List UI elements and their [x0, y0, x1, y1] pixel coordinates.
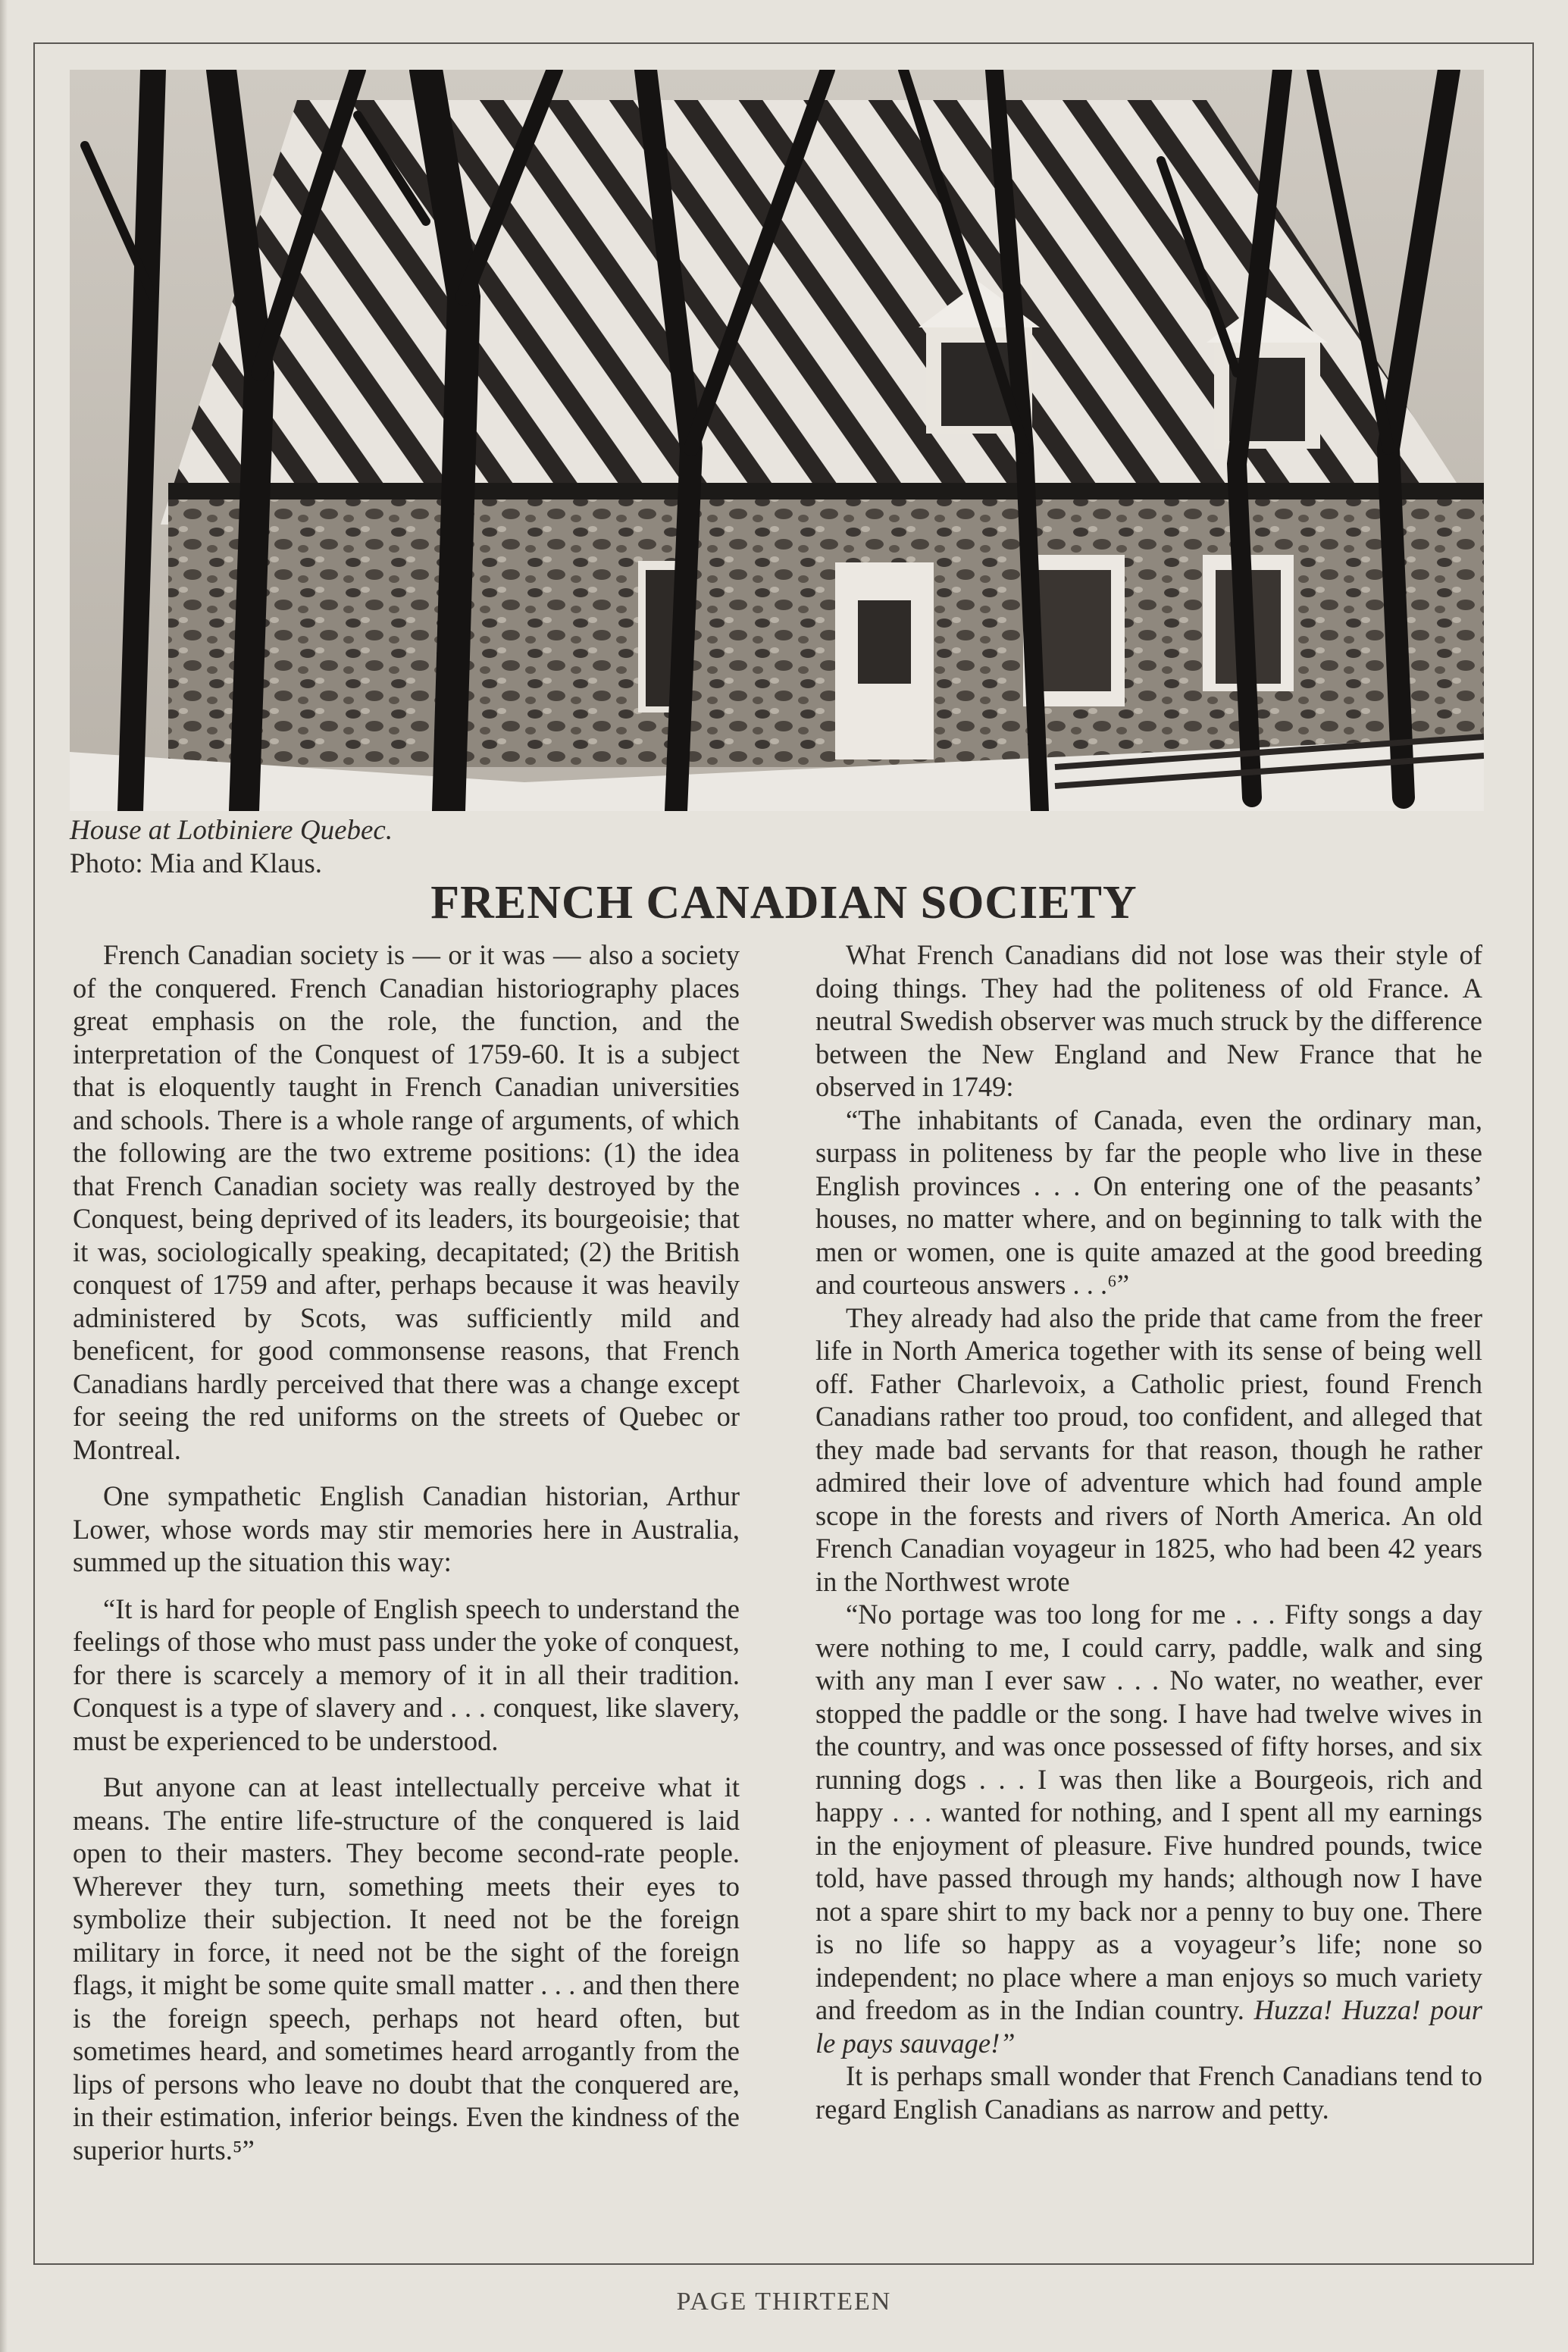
- photo-caption: [70, 814, 393, 881]
- quote-text: “No portage was too long for me . . . Fifty songs a day were nothing to me, I could carry, paddle, walk and sing with any man I ever saw . . . No water, no weather, ever stopped the paddle or the song. I have had twelve wives in the country, and was once possessed of fifty horses, and six running dogs . . . I was then like a Bourgeois, rich and happy . . . wanted for nothing, and I spent all my earnings in the enjoyment of pleasure. Five hundred pounds, twice told, have passed through my hands; although now I have not a spare shirt to my back nor a penny to buy one. There is no life so happy as a voyageur’s life; none so independent; no place where a man enjoys so much variety and freedom as in the Indian country.: [815, 1599, 1482, 2025]
- quote-paragraph: “It is hard for people of English speech to understand the feelings of those who must pass under the yoke of conquest, for there is scarcely a memory of it in all their tradition. Conquest is a type of slavery and . . . conquest, like slavery, must be experienced to be understood.: [73, 1593, 740, 1756]
- house-photo-image: [70, 70, 1484, 811]
- left-column: [73, 938, 740, 2166]
- quote-paragraph: [815, 1598, 1482, 2059]
- right-column: [815, 938, 1482, 2125]
- page-number: PAGE THIRTEEN: [676, 2288, 892, 2316]
- article-title: FRENCH CANADIAN SOCIETY: [430, 877, 1138, 929]
- house-photo: [70, 70, 1484, 811]
- paragraph: They already had also the pride that came from the freer life in North America together with its sense of being well off. Father Charlevoix, a Catholic priest, found French Canadians rather too proud, too confident, and alleged that they made bad servants for that reason, though he rather admired their love of adventure which had found ample scope in the forests and rivers of North America. An old French Canadian voyageur in 1825, who had been 42 years in the Northwest wrote: [815, 1301, 1482, 1597]
- paragraph: French Canadian society is — or it was — also a society of the conquered. French Canadian historiography places great emphasis on the role, the function, and the interpretation of the Conquest of 1759-60. It is a subject that is eloquently taught in French Canadian universities and schools. There is a whole range of arguments, of which the following are the two extreme positions: (1) the idea that French Canadian society was really destroyed by the Conquest, being deprived of its leaders, its bourgeoisie; that it was, sociologically speaking, decapitated; (2) the British conquest of 1759 and after, perhaps because it was heavily administered by Scots, was sufficiently mild and beneficent, for good commonsense reasons, that French Canadians hardly perceived that there was a change except for seeing the red uniforms on the streets of Quebec or Montreal.: [73, 939, 740, 1465]
- quote-paragraph: “The inhabitants of Canada, even the ordinary man, surpass in politeness by far the people who live in these English provinces . . . On entering one of the peasants’ houses, no matter where, and on beginning to talk with the men or women, one is quite amazed at the good breeding and courteous answers . . .⁶”: [815, 1104, 1482, 1300]
- quote-paragraph: But anyone can at least intellectually perceive what it means. The entire life-structure of the conquered is laid open to their masters. They become second-rate people. Wherever they turn, something meets their eyes to symbolize their subjection. It need not be the foreign military in force, it need not be the sight of the foreign flags, it might be some quite small matter . . . and then there is the foreign speech, perhaps not heard often, but sometimes heard, and sometimes heard arrogantly from the lips of persons who leave no doubt that the conquered are, in their estimation, inferior beings. Even the kindness of the superior hurts.⁵”: [73, 1771, 740, 2166]
- paragraph: What French Canadians did not lose was their style of doing things. They had the politeness of old France. A neutral Swedish observer was much struck by the difference between the New England and New France that he observed in 1749:: [815, 939, 1482, 1102]
- caption-title: House at Lotbiniere Quebec.: [70, 815, 393, 846]
- page-gutter-shadow: [0, 0, 8, 2352]
- quote-exclamation: Huzza! Huzza! pour le pays sauvage!”: [815, 1994, 1482, 2059]
- paragraph: It is perhaps small wonder that French Canadians tend to regard English Canadians as narrow and petty.: [815, 2060, 1482, 2125]
- paragraph: One sympathetic English Canadian historian, Arthur Lower, whose words may stir memories here in Australia, summed up the situation this way:: [73, 1480, 740, 1577]
- caption-credit: Photo: Mia and Klaus.: [70, 848, 322, 879]
